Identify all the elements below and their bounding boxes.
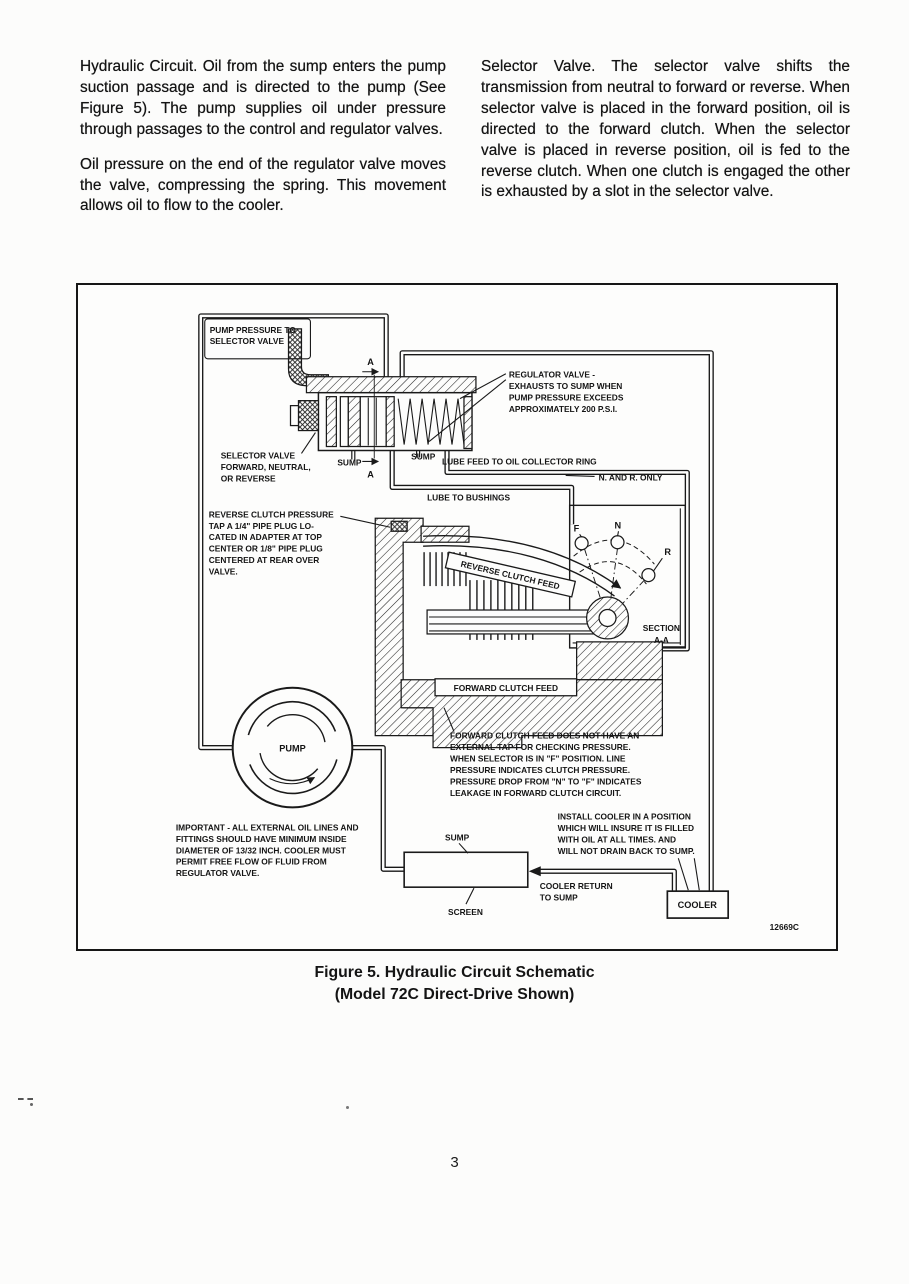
output-shaft [427,610,594,634]
screen-label: SCREEN [448,907,483,918]
figure-5-schematic [76,283,838,951]
svg-text:OR REVERSE: OR REVERSE [220,473,276,484]
svg-text:LEAKAGE IN FORWARD CLUTCH CIRC: LEAKAGE IN FORWARD CLUTCH CIRCUIT. [450,787,622,798]
sump-left-label: SUMP [337,457,362,468]
svg-text:PUMP PRESSURE EXCEEDS: PUMP PRESSURE EXCEEDS [508,392,624,403]
section-label-line1: SECTION [642,622,680,633]
svg-text:PERMIT FREE FLOW OF FLUID FROM: PERMIT FREE FLOW OF FLUID FROM [175,856,327,867]
svg-text:FORWARD, NEUTRAL,: FORWARD, NEUTRAL, [220,461,311,472]
figure-caption-line2: (Model 72C Direct-Drive Shown) [334,985,575,1003]
shift-position-dial [574,520,680,645]
lube-feed-label: LUBE FEED TO OIL COLLECTOR RING [442,456,597,467]
scan-artifact [30,1103,33,1106]
svg-text:WHICH WILL INSURE IT IS FILLED: WHICH WILL INSURE IT IS FILLED [557,822,695,833]
svg-text:DIAMETER OF 13/32 INCH. COOLER: DIAMETER OF 13/32 INCH. COOLER MUST [175,845,346,856]
paragraph-hydraulic-circuit: Hydraulic Circuit. Oil from the sump enters the pump suction passage and is directed to the pump (See Figure 5). The pump supplies oil under pressure through passages to the control and regulator valves. [80,58,446,138]
text-column-left [80,57,446,231]
pump-pressure-label-line2: SELECTOR VALVE [209,335,285,346]
svg-text:FITTINGS SHOULD HAVE MINIMUM I: FITTINGS SHOULD HAVE MINIMUM INSIDE [175,833,347,844]
svg-text:WITH OIL AT ALL TIMES. AND: WITH OIL AT ALL TIMES. AND [557,834,677,845]
paragraph-selector-valve: Selector Valve. The selector valve shifts the transmission from neutral to forward or reverse. When selector valve is placed in the forward position, oil is directed to the forward clutch. When the selector valve is placed in reverse position, oil is fed to the reverse clutch. When one clutch is engaged the other is exhausted by a slot in the selector valve. [481,58,850,201]
svg-text:INSTALL COOLER IN A POSITION: INSTALL COOLER IN A POSITION [557,811,691,822]
figure-caption-line1: Figure 5. Hydraulic Circuit Schematic [314,964,595,981]
svg-text:EXHAUSTS TO SUMP WHEN: EXHAUSTS TO SUMP WHEN [508,381,623,392]
drawing-number: 12669C [769,922,799,933]
pump [233,688,353,808]
pos-r-label: R [664,547,671,558]
valve-end-nut [298,401,318,431]
cooler-return-line2: TO SUMP [539,892,578,903]
scan-artifact [18,1098,33,1100]
important-note [176,822,359,878]
selector-regulator-valve-assembly [290,377,475,451]
hydraulic-schematic-drawing [78,285,832,945]
section-label-line2: A-A [653,634,669,645]
pressure-tap-plug [391,521,407,531]
valve-sump-ports [353,450,418,459]
lube-bushings-label: LUBE TO BUSHINGS [427,492,511,503]
reverse-feed-banner-text: REVERSE CLUTCH FEED [459,558,561,592]
pump-pressure-label-line1: PUMP PRESSURE TO [209,324,296,335]
svg-text:VALVE.: VALVE. [208,566,238,577]
position-hole-r [642,569,655,582]
reverse-clutch-feed-banner [445,552,575,597]
svg-text:TAP A 1/4" PIPE PLUG LO-: TAP A 1/4" PIPE PLUG LO- [208,520,314,531]
svg-text:REGULATOR VALVE.: REGULATOR VALVE. [175,868,260,879]
sump-right-label: SUMP [411,451,436,462]
scan-artifact [346,1106,349,1109]
svg-text:PRESSURE INDICATES CLUTCH PRES: PRESSURE INDICATES CLUTCH PRESSURE. [450,765,631,776]
svg-text:SELECTOR VALVE: SELECTOR VALVE [220,450,296,461]
svg-text:WILL NOT DRAIN BACK TO SUMP.: WILL NOT DRAIN BACK TO SUMP. [557,845,695,856]
cooler-label: COOLER [677,900,717,911]
svg-text:PRESSURE DROP FROM "N" TO "F": PRESSURE DROP FROM "N" TO "F" INDICATES [450,776,642,787]
cooler-return-line1: COOLER RETURN [539,881,613,892]
cooler-box [667,891,728,918]
svg-text:WHEN SELECTOR IS IN "F" POSITI: WHEN SELECTOR IS IN "F" POSITION. LINE [450,753,626,764]
section-a-top-label: A [367,356,374,367]
figure-caption [0,962,909,1005]
install-cooler-note [558,811,700,890]
pipe-pump-suction [350,748,404,870]
forward-clutch-feed-banner [435,679,577,696]
svg-text:EXTERNAL TAP FOR CHECKING PRES: EXTERNAL TAP FOR CHECKING PRESSURE. [450,742,631,753]
text-column-right [481,57,850,217]
section-a-bottom-label: A [367,469,374,480]
svg-text:N. AND R. ONLY: N. AND R. ONLY [598,472,663,483]
return-arrow [529,866,541,876]
sump-bottom-label: SUMP [445,832,470,843]
svg-text:FORWARD CLUTCH FEED DOES NOT H: FORWARD CLUTCH FEED DOES NOT HAVE AN [450,730,640,741]
cooler-return-label [540,881,613,902]
paragraph-oil-pressure: Oil pressure on the end of the regulator valve moves the valve, compressing the spring. This movement allows oil to flow to the cooler. [80,155,446,215]
position-hole-n [611,536,624,549]
svg-text:REGULATOR VALVE -: REGULATOR VALVE - [508,369,596,380]
svg-text:CENTERED AT REAR OVER: CENTERED AT REAR OVER [208,555,320,566]
svg-text:CENTER OR 1/8" PIPE PLUG: CENTER OR 1/8" PIPE PLUG [208,543,323,554]
pump-label: PUMP [279,743,306,754]
svg-text:CATED IN ADAPTER AT TOP: CATED IN ADAPTER AT TOP [208,532,322,543]
pos-f-label: F [573,523,580,534]
selector-valve-note [221,433,316,484]
sump-screen-box [404,832,528,917]
position-hole-f [575,537,588,550]
page-number: 3 [450,1154,459,1171]
forward-feed-banner-text: FORWARD CLUTCH FEED [453,682,559,693]
pos-n-label: N [614,520,622,531]
svg-text:APPROXIMATELY 200 P.S.I.: APPROXIMATELY 200 P.S.I. [508,404,618,415]
svg-text:IMPORTANT - ALL EXTERNAL OIL L: IMPORTANT - ALL EXTERNAL OIL LINES AND [175,822,359,833]
svg-text:REVERSE CLUTCH PRESSURE: REVERSE CLUTCH PRESSURE [208,509,334,520]
